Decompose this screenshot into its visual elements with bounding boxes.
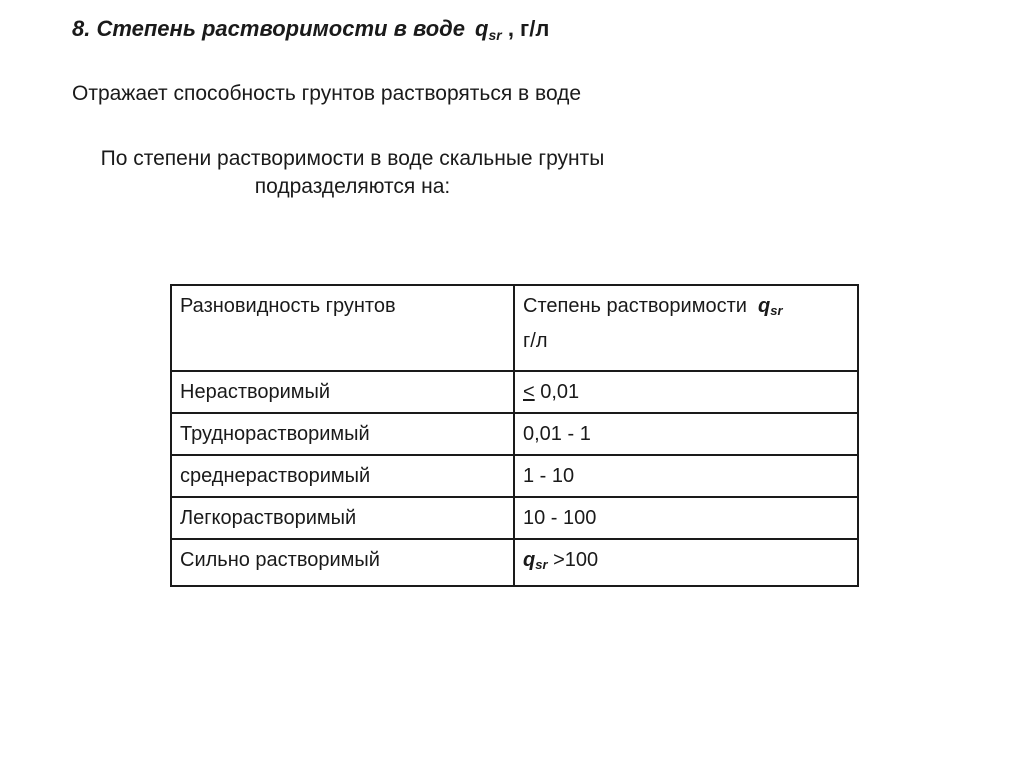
solubility-table <box>170 284 859 587</box>
soil-type-cell: Труднорастворимый <box>171 413 514 455</box>
soil-type-cell: Сильно растворимый <box>171 539 514 586</box>
solubility-range-cell: < 0,01 <box>514 371 858 413</box>
slide-subtitle: Отражает способность грунтов растворяться в воде <box>72 82 582 105</box>
less-equal-sign: < <box>523 381 535 403</box>
table-header-row <box>171 285 858 371</box>
table-row <box>171 539 858 586</box>
solubility-range-cell: 1 - 10 <box>514 455 858 497</box>
table-row <box>171 455 858 497</box>
solubility-range-cell: $q_{sr} >100$ <box>514 539 858 586</box>
soil-type-cell: среднерастворимый <box>171 455 514 497</box>
table-row <box>171 371 858 413</box>
range-symbol: $q_{sr}$ <box>523 549 548 572</box>
title-text: 8. Степень растворимости в воде <box>72 16 465 41</box>
header-solubility-unit: г/л <box>523 330 548 352</box>
soil-type-cell: Легкорастворимый <box>171 497 514 539</box>
table-row <box>171 413 858 455</box>
title-unit: , г/л <box>507 16 550 41</box>
header-solubility <box>514 285 858 371</box>
soil-type-cell: Нерастворимый <box>171 371 514 413</box>
table-row <box>171 497 858 539</box>
slide-title <box>72 16 549 43</box>
solubility-range-cell: 0,01 - 1 <box>514 413 858 455</box>
title-symbol: $q_{sr}$ <box>475 16 502 43</box>
intro-line-2: подразделяются на: <box>254 175 451 198</box>
intro-paragraph <box>60 145 645 201</box>
header-solubility-symbol: $q_{sr}$ <box>758 295 783 318</box>
solubility-range-cell: 10 - 100 <box>514 497 858 539</box>
intro-line-1: По степени растворимости в воде скальные грунты <box>100 147 605 170</box>
header-solubility-text: Степень растворимости <box>523 295 747 317</box>
header-soil-type: Разновидность грунтов <box>171 285 514 371</box>
